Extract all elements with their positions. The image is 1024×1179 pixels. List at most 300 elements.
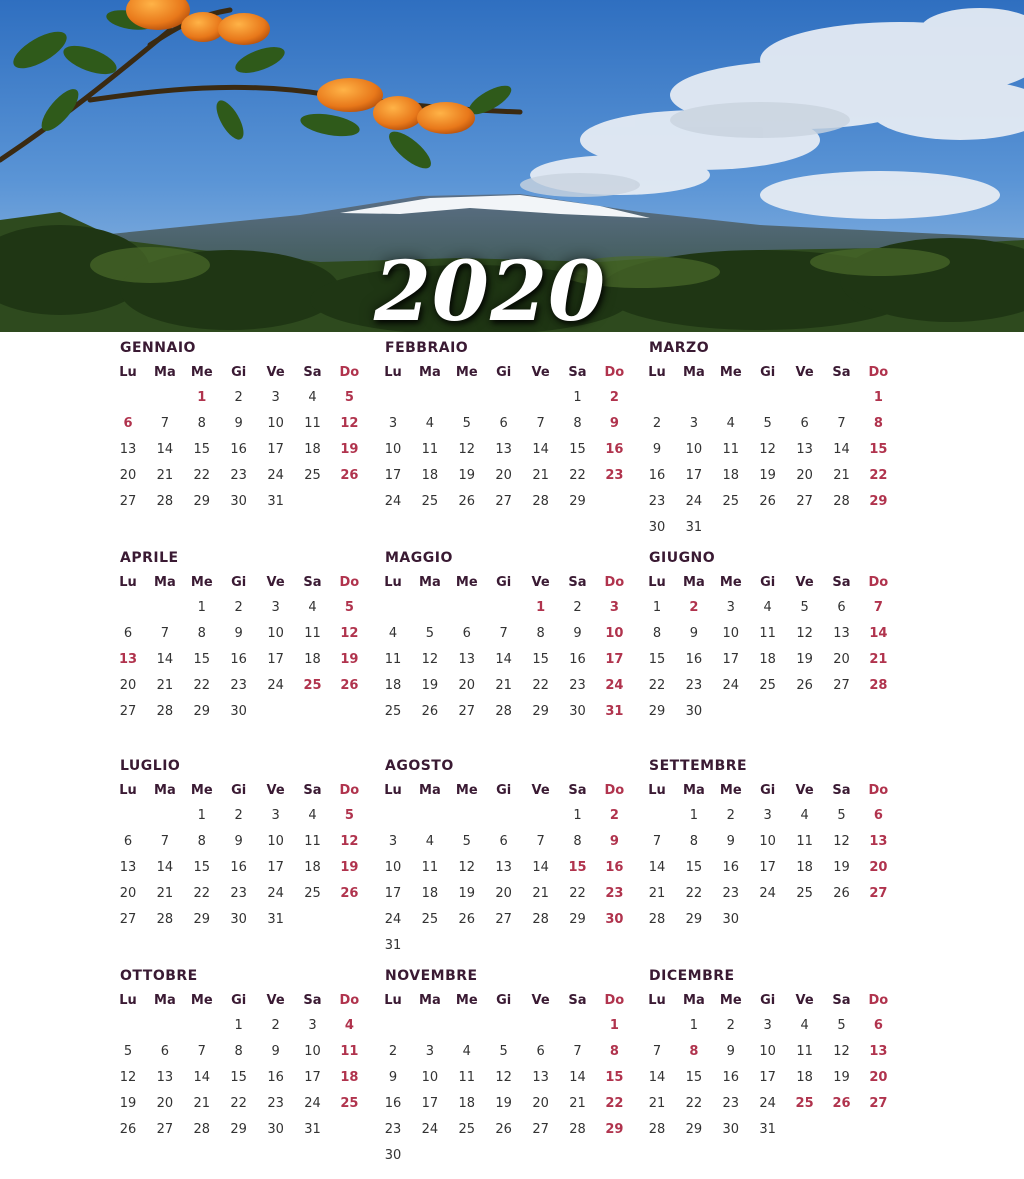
weekday-label: Sa [568,365,587,380]
day-cell: 27 [495,494,512,509]
day-cell: 13 [119,442,137,457]
day-cell: 29 [230,1122,247,1137]
day-cell: 29 [193,912,211,927]
day-cell: 2 [652,416,662,431]
day-cell: 13 [869,834,888,849]
day-cell: 23 [569,678,586,693]
weekday-label: Do [339,993,360,1008]
day-cell: 24 [722,678,740,693]
weekday-label: Ve [531,783,550,798]
day-cell: 26 [458,494,476,509]
day-cell: 25 [384,704,402,719]
day-cell: 14 [648,1070,666,1085]
day-cell: 5 [837,808,846,823]
day-cell: 21 [648,1096,666,1111]
day-cell: 22 [569,886,586,901]
weekday-label: Sa [303,783,322,798]
weekday-label: Gi [760,993,776,1008]
weekday-label: Ve [266,575,285,590]
weekday-label: Ve [531,365,550,380]
day-cell: 31 [304,1122,321,1137]
day-cell: 17 [759,860,776,875]
day-cell: 22 [193,468,211,483]
day-cell: 9 [652,442,662,457]
day-cell: 30 [230,704,247,719]
day-cell: 16 [648,468,666,483]
day-cell: 11 [384,652,402,667]
weekday-label: Ma [419,575,441,590]
day-cell: 26 [340,678,359,693]
day-cell: 6 [837,600,846,615]
weekday-label: Lu [119,783,137,798]
day-cell: 6 [160,1044,170,1059]
day-cell: 24 [685,494,703,509]
day-cell: 24 [304,1096,321,1111]
day-cell: 30 [230,494,247,509]
day-cell: 23 [384,1122,402,1137]
day-cell: 28 [532,912,549,927]
day-cell: 17 [384,468,402,483]
day-cell: 15 [532,652,549,667]
weekday-label: Lu [384,575,402,590]
day-cell: 25 [759,678,776,693]
day-cell: 17 [267,652,284,667]
day-cell: 19 [833,1070,850,1085]
month-aprile [110,550,370,750]
year-title: 2020 [373,244,607,332]
weekday-label: Me [719,993,742,1008]
day-cell: 4 [726,416,735,431]
day-cell: 5 [344,390,354,405]
day-cell: 8 [689,834,699,849]
day-cell: 31 [605,704,624,719]
day-cell: 9 [609,416,619,431]
day-cell: 29 [193,704,211,719]
day-cell: 4 [388,626,398,641]
month-name: LUGLIO [120,758,181,774]
day-cell: 12 [119,1070,137,1085]
weekday-label: Me [190,575,213,590]
day-cell: 19 [340,652,359,667]
day-cell: 19 [421,678,439,693]
day-cell: 14 [532,442,549,457]
day-cell: 20 [156,1096,174,1111]
day-cell: 26 [495,1122,512,1137]
day-cell: 11 [796,834,813,849]
day-cell: 27 [119,494,137,509]
day-cell: 10 [304,1044,321,1059]
day-cell: 11 [340,1044,359,1059]
day-cell: 21 [833,468,850,483]
day-cell: 6 [873,1018,883,1033]
day-cell: 15 [230,1070,247,1085]
day-cell: 13 [532,1070,549,1085]
month-name: NOVEMBRE [385,968,478,984]
day-cell: 24 [267,886,284,901]
day-cell: 1 [536,600,546,615]
day-cell: 19 [833,860,850,875]
day-cell: 11 [759,626,776,641]
day-cell: 17 [304,1070,321,1085]
month-name: SETTEMBRE [649,758,748,774]
weekday-label: Gi [760,783,776,798]
weekday-label: Gi [496,575,512,590]
day-cell: 31 [267,494,284,509]
day-cell: 21 [648,886,666,901]
day-cell: 2 [573,600,582,615]
day-cell: 26 [340,886,359,901]
day-cell: 27 [119,704,137,719]
weekday-label: Ma [683,783,705,798]
day-cell: 22 [193,886,211,901]
day-cell: 19 [495,1096,512,1111]
day-cell: 13 [833,626,850,641]
weekday-label: Do [339,575,360,590]
day-cell: 5 [123,1044,133,1059]
day-cell: 26 [796,678,813,693]
day-cell: 26 [119,1122,137,1137]
day-cell: 16 [685,652,703,667]
day-cell: 3 [308,1018,317,1033]
day-cell: 2 [234,600,243,615]
weekday-label: Me [719,365,742,380]
day-cell: 10 [267,626,284,641]
day-cell: 3 [763,808,772,823]
weekday-label: Lu [384,783,402,798]
weekday-label: Sa [832,575,851,590]
month-name: OTTOBRE [120,968,198,984]
day-cell: 28 [648,1122,666,1137]
day-cell: 12 [421,652,439,667]
day-cell: 8 [609,1044,619,1059]
day-cell: 16 [605,442,624,457]
weekday-label: Lu [648,783,666,798]
month-name: GENNAIO [120,340,196,356]
day-cell: 18 [722,468,740,483]
weekday-label: Me [719,783,742,798]
day-cell: 15 [685,860,703,875]
day-cell: 2 [609,390,619,405]
day-cell: 25 [722,494,740,509]
day-cell: 14 [569,1070,586,1085]
day-cell: 30 [569,704,586,719]
day-cell: 17 [685,468,703,483]
day-cell: 24 [421,1122,439,1137]
day-cell: 29 [605,1122,624,1137]
day-cell: 17 [605,652,624,667]
weekday-label: Ma [683,993,705,1008]
month-name: GIUGNO [649,550,716,566]
day-cell: 28 [193,1122,211,1137]
weekday-label: Ve [266,993,285,1008]
day-cell: 21 [532,886,549,901]
day-cell: 17 [759,1070,776,1085]
day-cell: 29 [532,704,549,719]
day-cell: 23 [230,678,247,693]
day-cell: 20 [119,886,137,901]
day-cell: 24 [384,494,402,509]
day-cell: 21 [193,1096,211,1111]
weekday-label: Lu [384,993,402,1008]
day-cell: 6 [123,416,133,431]
day-cell: 16 [267,1070,284,1085]
day-cell: 10 [267,834,284,849]
day-cell: 14 [648,860,666,875]
weekday-label: Gi [760,365,776,380]
day-cell: 2 [388,1044,398,1059]
day-cell: 23 [722,1096,740,1111]
day-cell: 5 [763,416,772,431]
day-cell: 12 [340,626,359,641]
day-cell: 25 [421,912,439,927]
day-cell: 10 [384,442,402,457]
day-cell: 28 [495,704,512,719]
day-cell: 14 [156,442,174,457]
day-cell: 16 [384,1096,402,1111]
day-cell: 8 [573,416,582,431]
weekday-label: Ma [154,365,176,380]
day-cell: 5 [462,834,471,849]
day-cell: 12 [495,1070,512,1085]
day-cell: 2 [689,600,699,615]
month-novembre [375,968,635,1168]
day-cell: 25 [303,678,322,693]
day-cell: 8 [873,416,883,431]
day-cell: 15 [569,442,586,457]
day-cell: 29 [193,494,211,509]
day-cell: 14 [532,860,549,875]
day-cell: 27 [833,678,850,693]
day-cell: 4 [763,600,772,615]
day-cell: 30 [605,912,624,927]
weekday-label: Ma [419,365,441,380]
day-cell: 18 [304,860,321,875]
day-cell: 1 [197,600,206,615]
day-cell: 4 [462,1044,471,1059]
day-cell: 5 [499,1044,508,1059]
day-cell: 24 [267,678,284,693]
day-cell: 19 [458,886,476,901]
day-cell: 1 [873,390,883,405]
day-cell: 5 [800,600,809,615]
day-cell: 15 [193,860,211,875]
day-cell: 27 [869,886,888,901]
day-cell: 20 [796,468,813,483]
day-cell: 29 [648,704,666,719]
day-cell: 13 [118,652,138,667]
day-cell: 29 [569,494,586,509]
day-cell: 6 [536,1044,545,1059]
month-marzo [639,340,899,540]
day-cell: 8 [197,626,206,641]
day-cell: 18 [304,442,321,457]
weekday-label: Ve [795,575,814,590]
day-cell: 22 [569,468,586,483]
day-cell: 2 [234,808,243,823]
day-cell: 27 [119,912,137,927]
day-cell: 1 [197,808,206,823]
day-cell: 14 [193,1070,211,1085]
weekday-label: Ve [795,783,814,798]
weekday-label: Sa [303,575,322,590]
month-luglio [110,758,370,958]
day-cell: 12 [458,860,476,875]
day-cell: 22 [648,678,666,693]
day-cell: 4 [800,1018,809,1033]
weekday-label: Sa [568,993,587,1008]
month-agosto [375,758,635,958]
day-cell: 10 [421,1070,439,1085]
day-cell: 27 [869,1096,888,1111]
day-cell: 20 [869,1070,888,1085]
day-cell: 10 [267,416,284,431]
day-cell: 9 [609,834,619,849]
day-cell: 14 [833,442,850,457]
day-cell: 8 [689,1044,699,1059]
day-cell: 9 [234,416,243,431]
weekday-label: Me [455,365,478,380]
day-cell: 6 [462,626,471,641]
day-cell: 18 [384,678,402,693]
day-cell: 15 [648,652,666,667]
weekday-label: Me [455,993,478,1008]
weekday-label: Gi [760,575,776,590]
day-cell: 3 [388,834,398,849]
day-cell: 5 [344,600,354,615]
weekday-label: Ma [154,575,176,590]
weekday-label: Lu [648,365,666,380]
weekday-label: Do [604,783,625,798]
weekday-label: Sa [568,783,587,798]
day-cell: 20 [495,886,512,901]
day-cell: 10 [759,834,776,849]
day-cell: 7 [197,1044,206,1059]
weekday-label: Ve [795,365,814,380]
day-cell: 20 [869,860,888,875]
day-cell: 10 [685,442,703,457]
weekday-label: Do [604,365,625,380]
weekday-label: Lu [648,993,666,1008]
day-cell: 18 [340,1070,359,1085]
day-cell: 3 [271,600,280,615]
day-cell: 23 [685,678,703,693]
month-name: AGOSTO [385,758,454,774]
day-cell: 7 [573,1044,582,1059]
day-cell: 7 [536,834,545,849]
day-cell: 28 [833,494,850,509]
day-cell: 5 [425,626,435,641]
day-cell: 22 [193,678,211,693]
day-cell: 2 [234,390,243,405]
day-cell: 26 [421,704,439,719]
day-cell: 20 [495,468,512,483]
day-cell: 18 [759,652,776,667]
day-cell: 3 [689,416,699,431]
day-cell: 13 [495,860,512,875]
day-cell: 21 [869,652,888,667]
month-name: FEBBRAIO [385,340,469,356]
day-cell: 6 [499,834,508,849]
day-cell: 5 [344,808,354,823]
day-cell: 24 [759,1096,776,1111]
day-cell: 30 [685,704,703,719]
day-cell: 26 [759,494,776,509]
weekday-label: Ma [683,575,705,590]
day-cell: 20 [119,678,137,693]
day-cell: 26 [340,468,359,483]
weekday-label: Ma [683,365,705,380]
day-cell: 12 [833,1044,850,1059]
day-cell: 8 [197,416,206,431]
day-cell: 4 [344,1018,354,1033]
day-cell: 9 [689,626,699,641]
weekday-label: Me [719,575,742,590]
month-ottobre [110,968,370,1168]
day-cell: 25 [304,886,321,901]
day-cell: 15 [193,652,211,667]
day-cell: 4 [308,808,317,823]
day-cell: 18 [458,1096,476,1111]
day-cell: 21 [156,678,174,693]
day-cell: 8 [536,626,545,641]
day-cell: 31 [759,1122,776,1137]
weekday-label: Ve [531,993,550,1008]
weekday-label: Gi [231,993,247,1008]
month-maggio [375,550,635,750]
day-cell: 19 [340,442,359,457]
day-cell: 8 [652,626,662,641]
day-cell: 26 [833,886,850,901]
day-cell: 1 [689,808,699,823]
day-cell: 23 [230,886,247,901]
day-cell: 17 [267,860,284,875]
day-cell: 9 [234,626,243,641]
weekday-label: Me [455,783,478,798]
weekday-label: Lu [119,575,137,590]
weekday-label: Sa [303,993,322,1008]
day-cell: 5 [837,1018,846,1033]
day-cell: 14 [156,652,174,667]
day-cell: 10 [605,626,624,641]
day-cell: 1 [234,1018,243,1033]
day-cell: 2 [726,808,735,823]
month-name: MARZO [649,340,710,356]
day-cell: 16 [722,860,740,875]
day-cell: 29 [569,912,586,927]
day-cell: 26 [832,1096,851,1111]
day-cell: 15 [685,1070,703,1085]
weekday-label: Lu [648,575,666,590]
day-cell: 19 [458,468,476,483]
weekday-label: Gi [231,575,247,590]
day-cell: 13 [458,652,476,667]
day-cell: 12 [340,834,359,849]
day-cell: 18 [421,468,439,483]
day-cell: 3 [271,390,280,405]
month-gennaio [110,340,370,540]
day-cell: 7 [160,834,170,849]
day-cell: 4 [800,808,809,823]
day-cell: 28 [532,494,549,509]
day-cell: 23 [722,886,740,901]
day-cell: 30 [722,1122,740,1137]
day-cell: 20 [119,468,137,483]
day-cell: 30 [722,912,740,927]
day-cell: 18 [796,1070,813,1085]
day-cell: 3 [425,1044,435,1059]
weekday-label: Gi [496,993,512,1008]
day-cell: 20 [532,1096,549,1111]
